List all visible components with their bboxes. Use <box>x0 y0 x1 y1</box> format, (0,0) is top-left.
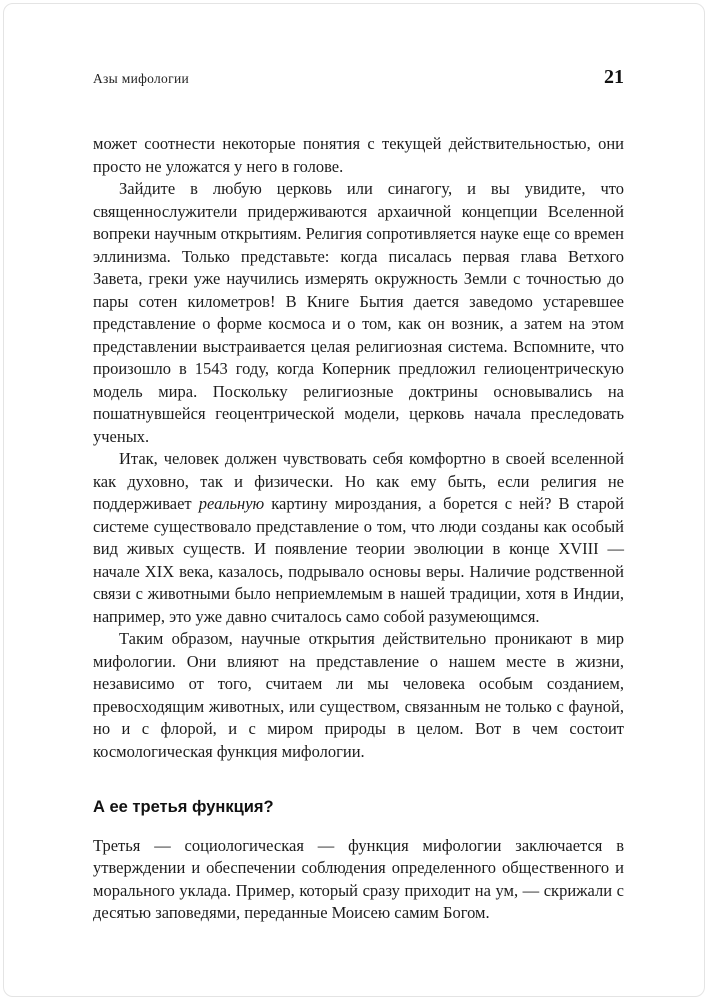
section-heading: А ее третья функция? <box>93 798 274 816</box>
paragraph <box>93 448 624 628</box>
page-body <box>93 133 624 925</box>
paragraph-text: Итак, человек должен чувствовать себя комфортно в своей вселенной как духовно, так и физически. Но как ему быть, если религия не поддерживает <box>93 449 624 513</box>
book-page <box>3 3 705 997</box>
page-number: 21 <box>604 66 624 88</box>
paragraph-continuation: может соотнести некоторые понятия с текущей действительностью, они просто не уложатся у него в голове. <box>93 134 624 176</box>
paragraph-text: картину мироздания, а борется с ней? В старой системе существовало представление о том, что люди созданы как особый вид живых существ. И появление теории эволюции в конце XVIII — начале XIX века, казалось, подрывало основы веры. Наличие родственной связи с животными было неприемлемым в нашей традиции, хотя в Индии, например, это уже давно считалось само собой разумеющимся. <box>93 494 624 626</box>
running-title: Азы мифологии <box>93 71 189 86</box>
paragraph: Таким образом, научные открытия действительно проникают в мир мифологии. Они влияют на представление о нашем месте в жизни, независимо от того, считаем ли мы человека особым созданием, превосходящим животных, или существом, связанным не только с фауной, но и с флорой, и с миром природы в целом. Вот в чем состоит космологическая функция мифологии. <box>93 629 624 761</box>
italic-term: реальную <box>198 494 265 513</box>
paragraph: Третья — социологическая — функция мифологии заключается в утверждении и обеспечении соблюдения определенного общественного и морального уклада. Пример, который сразу приходит на ум, — скрижали с десятью заповедями, переданные Моисею самим Богом. <box>93 835 624 922</box>
page-header <box>93 66 624 89</box>
paragraph: Зайдите в любую церковь или синагогу, и вы увидите, что священнослужители придерживаются архаичной концепции Вселенной вопреки научным открытиям. Религия сопротивляется науке еще со времен эллинизма. Только представьте: когда писалась первая глава Ветхого Завета, греки уже научились измерять окружность Земли с точностью до пары сотен километров! В Книге Бытия дается заведомо устаревшее представление о форме космоса и о том, как он возник, а затем на этом представлении выстраивается целая религиозная система. Вспомните, что произошло в 1543 году, когда Коперник предложил гелиоцентрическую модель мира. Поскольку религиозные доктрины основывались на пошатнувшейся геоцентрической модели, церковь начала преследовать ученых. <box>93 179 624 446</box>
